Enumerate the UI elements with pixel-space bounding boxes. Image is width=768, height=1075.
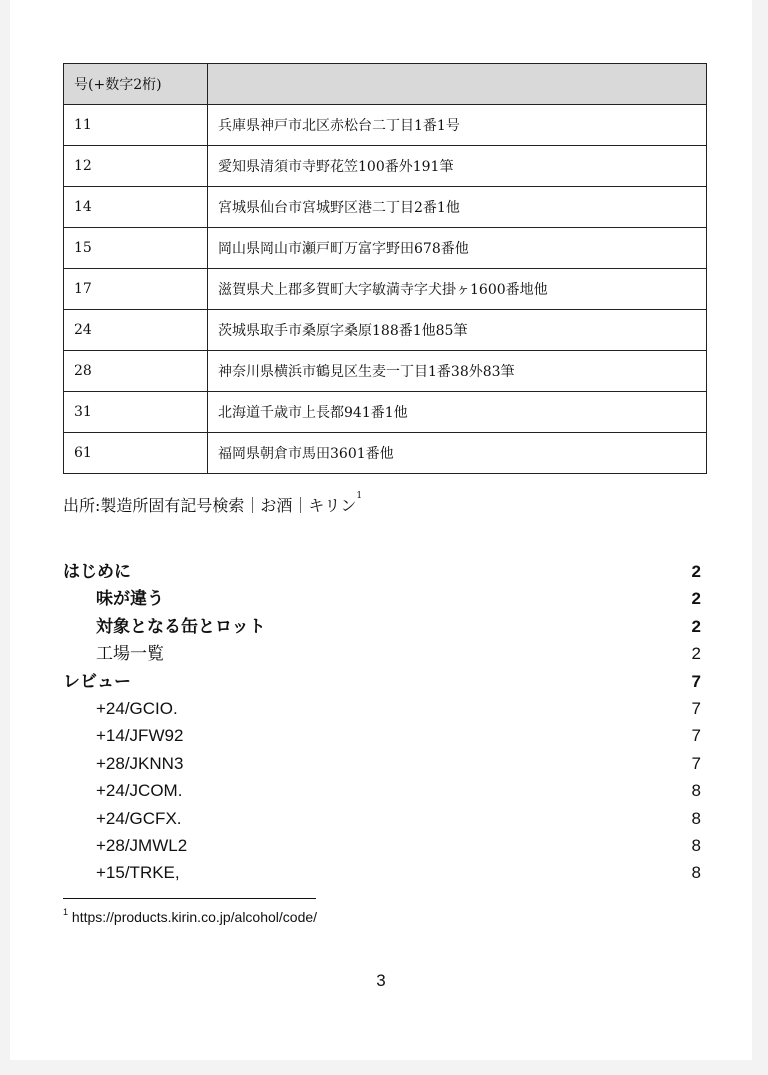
toc-page: 8 (691, 808, 701, 828)
table-row (64, 310, 707, 351)
table-row (64, 187, 707, 228)
toc-page: 7 (691, 753, 701, 773)
table-row (64, 269, 707, 310)
code-cell: 12 (64, 146, 208, 187)
address-cell: 愛知県清須市寺野花笠100番外191筆 (208, 146, 707, 187)
footnote (63, 909, 317, 925)
code-cell: 24 (64, 310, 208, 351)
toc-label: +15/TRKE, (96, 863, 180, 883)
toc-entry[interactable] (63, 585, 701, 612)
address-cell: 神奈川県横浜市鶴見区生麦一丁目1番38外83筆 (208, 351, 707, 392)
footnote-divider (63, 898, 316, 899)
toc-page: 8 (691, 863, 701, 883)
address-cell: 宮城県仙台市宮城野区港二丁目2番1他 (208, 187, 707, 228)
toc-label: +14/JFW92 (96, 726, 184, 746)
toc-label: +28/JMWL2 (96, 835, 188, 855)
toc-entry[interactable] (63, 777, 701, 804)
table-row (64, 146, 707, 187)
toc-entry[interactable] (63, 722, 701, 749)
toc-entry[interactable] (63, 613, 701, 640)
code-cell: 14 (64, 187, 208, 228)
toc-label: +24/JCOM. (96, 781, 183, 801)
code-cell: 61 (64, 433, 208, 474)
address-cell: 兵庫県神戸市北区赤松台二丁目1番1号 (208, 105, 707, 146)
toc-entry[interactable] (63, 695, 701, 722)
toc-entry[interactable] (63, 750, 701, 777)
header-address-cell (208, 64, 707, 105)
table-header-row (64, 64, 707, 105)
toc-page: 2 (691, 616, 701, 636)
toc-entry[interactable] (63, 558, 701, 585)
address-cell: 岡山県岡山市瀬戸町万富字野田678番他 (208, 228, 707, 269)
page-number: 3 (376, 971, 386, 990)
table-row (64, 351, 707, 392)
toc-page: 2 (691, 562, 701, 581)
table-of-contents (63, 558, 701, 887)
address-cell: 茨城県取手市桑原字桑原188番1他85筆 (208, 310, 707, 351)
toc-label: はじめに (63, 562, 131, 581)
table-row (64, 105, 707, 146)
toc-page: 7 (691, 671, 701, 691)
toc-entry[interactable] (63, 668, 701, 695)
toc-page: 8 (691, 781, 701, 801)
code-cell: 15 (64, 228, 208, 269)
toc-entry[interactable] (63, 805, 701, 832)
plant-code-table (63, 63, 707, 474)
table-row (64, 392, 707, 433)
code-cell: 17 (64, 269, 208, 310)
address-cell: 北海道千歳市上長都941番1他 (208, 392, 707, 433)
code-cell: 28 (64, 351, 208, 392)
toc-page: 2 (691, 589, 701, 609)
toc-label: +24/GCIO. (96, 698, 178, 718)
footnote-ref[interactable]: 1 (356, 491, 363, 501)
toc-label: 工場一覧 (96, 644, 164, 664)
toc-page: 8 (691, 835, 701, 855)
toc-label: 対象となる缶とロット (96, 616, 266, 636)
table-row (64, 228, 707, 269)
document-page (10, 0, 752, 1060)
address-cell: 福岡県朝倉市馬田3601番他 (208, 433, 707, 474)
toc-label: +28/JKNN3 (96, 753, 184, 773)
table-source-caption (63, 493, 362, 516)
toc-label: 味が違う (96, 589, 164, 609)
toc-page: 7 (691, 698, 701, 718)
toc-entry[interactable] (63, 640, 701, 667)
header-code-cell: 号(+数字2桁) (64, 64, 208, 105)
toc-page: 2 (691, 644, 701, 664)
toc-entry[interactable] (63, 859, 701, 886)
source-text: 出所:製造所固有記号検索｜お酒｜キリン (63, 496, 357, 515)
toc-label: +24/GCFX. (96, 808, 182, 828)
code-cell: 11 (64, 105, 208, 146)
toc-label: レビュー (63, 671, 131, 691)
address-cell: 滋賀県犬上郡多賀町大字敏満寺字犬掛ヶ1600番地他 (208, 269, 707, 310)
footnote-marker: 1 (63, 907, 69, 917)
footnote-link[interactable]: https://products.kirin.co.jp/alcohol/code/ (71, 909, 318, 925)
code-cell: 31 (64, 392, 208, 433)
toc-page: 7 (691, 726, 701, 746)
toc-entry[interactable] (63, 832, 701, 859)
table-row (64, 433, 707, 474)
